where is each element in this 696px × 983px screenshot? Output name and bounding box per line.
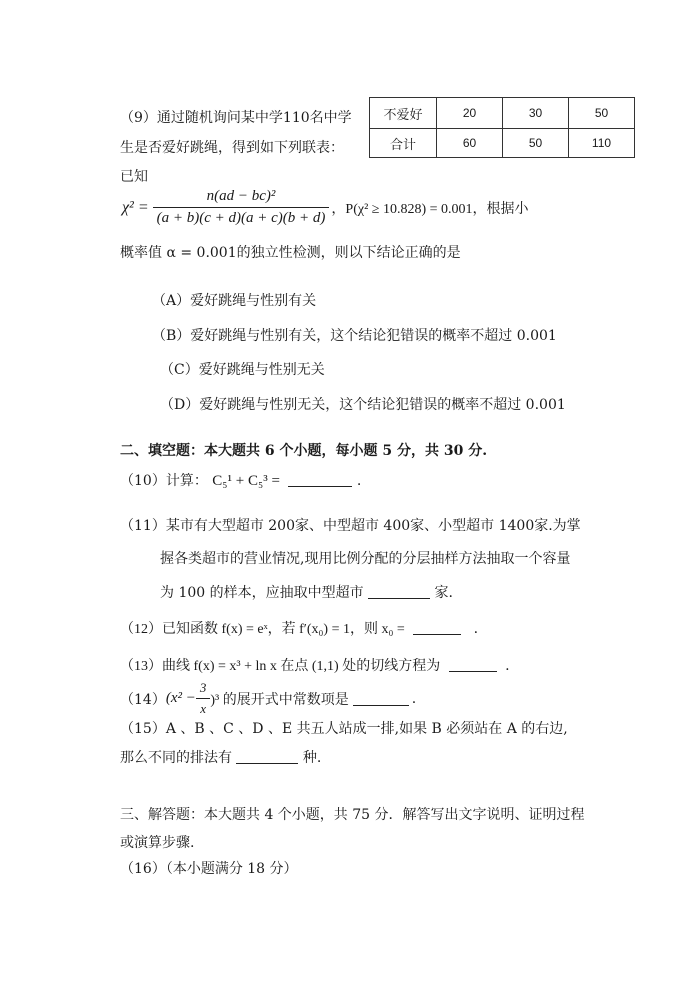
q11-line3a: 为 100 的样本，应抽取中型超市 bbox=[160, 585, 364, 601]
q14-suffix: . bbox=[411, 690, 417, 707]
table-cell: 50 bbox=[503, 129, 569, 158]
q9-line1: （9）通过随机询问某中学110名中学 bbox=[120, 110, 352, 126]
q15-line2 bbox=[120, 747, 321, 767]
q10-suffix: . bbox=[356, 473, 362, 489]
section3-line1: 三、解答题：本大题共 4 个小题，共 75 分．解答写出文字说明、证明过程 bbox=[120, 807, 585, 823]
option-a: （A）爱好跳绳与性别有关 bbox=[152, 293, 317, 309]
option-c: （C）爱好跳绳与性别无关 bbox=[160, 362, 325, 378]
q11-blank bbox=[368, 584, 430, 599]
formula-probability: ，P(χ² ≥ 10.828) = 0.001，根据小 bbox=[331, 201, 529, 217]
q15-line1: （15）A 、B 、C 、D 、E 共五人站成一排,如果 B 必须站在 A 的右边, bbox=[120, 721, 568, 737]
option-d: （D）爱好跳绳与性别无关，这个结论犯错误的概率不超过 0.001 bbox=[160, 397, 566, 413]
q14 bbox=[120, 680, 416, 717]
q10-blank bbox=[288, 472, 352, 487]
q9-line4: 概率值 α = 0.001的独立性检测，则以下结论正确的是 bbox=[120, 245, 461, 261]
q13 bbox=[120, 655, 510, 675]
option-b: （B）爱好跳绳与性别有关，这个结论犯错误的概率不超过 0.001 bbox=[152, 328, 557, 344]
q12-text: （12）已知函数 f(x) = eˣ，若 f′(x₀) = 1，则 x₀ = bbox=[120, 622, 405, 637]
q13-suffix: . bbox=[505, 658, 510, 674]
q11-line2: 握各类超市的营业情况,现用比例分配的分层抽样方法抽取一个容量 bbox=[160, 551, 571, 567]
section2-heading: 二、填空题：本大题共 6 个小题，每小题 5 分，共 30 分. bbox=[120, 443, 488, 459]
formula-denominator: (a + b)(c + d)(a + c)(b + d) bbox=[153, 207, 330, 227]
q15-line2b: 种. bbox=[302, 750, 322, 766]
q9-line2: 生是否爱好跳绳，得到如下列联表： bbox=[120, 140, 344, 156]
chi-square-formula bbox=[122, 188, 529, 227]
q14-frac-den: x bbox=[196, 698, 211, 717]
q14-frac-num: 3 bbox=[199, 680, 207, 695]
q10-expr: C₅¹ + C₅³ = bbox=[212, 473, 280, 489]
q11-line3 bbox=[160, 582, 453, 602]
q14-blank bbox=[353, 691, 409, 706]
contingency-table bbox=[369, 97, 635, 158]
q13-blank bbox=[449, 657, 497, 672]
q13-text: （13）曲线 f(x) = x³ + ln x 在点 (1,1) 处的切线方程为 bbox=[120, 659, 441, 674]
table-cell: 不爱好 bbox=[370, 98, 437, 129]
q15-line2a: 那么不同的排法有 bbox=[120, 750, 232, 766]
q16: （16）（本小题满分 18 分） bbox=[120, 861, 298, 877]
q14-expr-a: (x² − bbox=[165, 690, 196, 706]
table-cell: 20 bbox=[437, 98, 503, 129]
q12-blank bbox=[413, 620, 461, 635]
table-cell: 30 bbox=[503, 98, 569, 129]
q11-line1: （11）某市有大型超市 200家、中型超市 400家、小型超市 1400家.为掌 bbox=[120, 518, 581, 534]
table-cell: 50 bbox=[569, 98, 635, 129]
formula-numerator: n(ad − bc)² bbox=[206, 188, 276, 204]
table-cell: 合计 bbox=[370, 129, 437, 158]
q12 bbox=[120, 618, 478, 638]
section3-line2: 或演算步骤. bbox=[120, 835, 195, 851]
q10 bbox=[120, 470, 361, 490]
q10-prefix: （10）计算： bbox=[120, 473, 208, 489]
formula-fraction bbox=[153, 188, 330, 227]
q14-prefix: （14） bbox=[120, 691, 166, 708]
formula-lhs: χ² = bbox=[122, 198, 149, 216]
q14-fraction bbox=[196, 680, 211, 717]
table-cell: 60 bbox=[437, 129, 503, 158]
q12-suffix: . bbox=[473, 621, 479, 637]
q11-line3b: 家. bbox=[434, 585, 453, 601]
q14-expr-b: )³ 的展开式中常数项是 bbox=[210, 692, 349, 708]
q9-line3: 已知 bbox=[120, 169, 148, 185]
table-cell: 110 bbox=[569, 129, 635, 158]
q15-blank bbox=[236, 749, 298, 764]
